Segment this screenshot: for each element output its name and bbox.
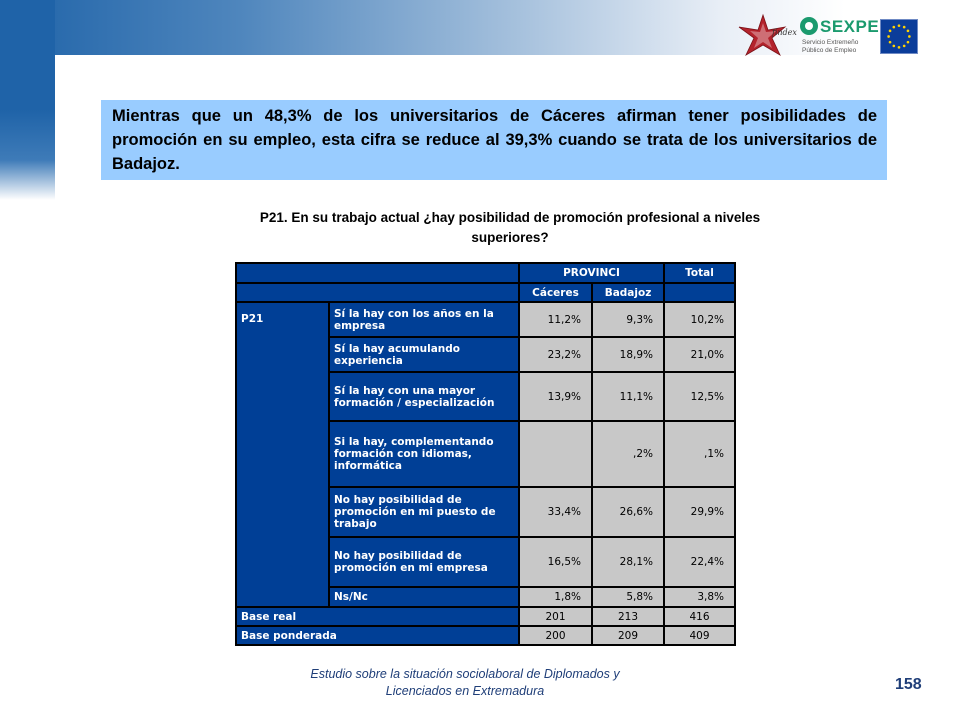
cell-badajoz: 9,3% bbox=[592, 302, 664, 337]
table-row-base-ponderada bbox=[236, 626, 735, 645]
row-label: Sí la hay con una mayor formación / especialización bbox=[329, 372, 519, 421]
row-variable-label: P21 bbox=[236, 302, 329, 607]
sexpe-mark-icon bbox=[800, 17, 818, 35]
header-total: Total bbox=[664, 263, 735, 283]
page-number: 158 bbox=[895, 676, 922, 693]
footer-line-2: Licenciados en Extremadura bbox=[385, 684, 545, 698]
row-label: Base ponderada bbox=[236, 626, 519, 645]
table-header-row-1 bbox=[236, 263, 735, 283]
row-label: Si la hay, complementando formación con idiomas, informática bbox=[329, 421, 519, 487]
row-label: No hay posibilidad de promoción en mi puesto de trabajo bbox=[329, 487, 519, 537]
cell-caceres: 16,5% bbox=[519, 537, 592, 587]
cell-badajoz: 18,9% bbox=[592, 337, 664, 372]
footer-line-1: Estudio sobre la situación sociolaboral de Diplomados y bbox=[310, 667, 620, 681]
sexpe-logo bbox=[800, 17, 880, 59]
sexpe-subtitle bbox=[802, 39, 882, 55]
table-row bbox=[236, 302, 735, 337]
cell-total: ,1% bbox=[664, 421, 735, 487]
question-title: P21. En su trabajo actual ¿hay posibilidad de promoción profesional a niveles superiores? bbox=[259, 210, 761, 245]
sexpe-subtitle-line-2: Público de Empleo bbox=[802, 47, 857, 54]
header-empty-cell bbox=[236, 283, 519, 302]
row-label: Sí la hay con los años en la empresa bbox=[329, 302, 519, 337]
header-empty-cell bbox=[664, 283, 735, 302]
cell-total: 10,2% bbox=[664, 302, 735, 337]
header-caceres: Cáceres bbox=[519, 283, 592, 302]
row-label: Sí la hay acumulando experiencia bbox=[329, 337, 519, 372]
row-label: Ns/Nc bbox=[329, 587, 519, 607]
cell-badajoz: 209 bbox=[592, 626, 664, 645]
header-provinci: PROVINCI bbox=[519, 263, 664, 283]
results-table bbox=[235, 262, 736, 646]
cell-total: 12,5% bbox=[664, 372, 735, 421]
cell-caceres bbox=[519, 421, 592, 487]
cell-total: 3,8% bbox=[664, 587, 735, 607]
cell-badajoz: 213 bbox=[592, 607, 664, 626]
row-label: No hay posibilidad de promoción en mi empresa bbox=[329, 537, 519, 587]
cell-badajoz: 5,8% bbox=[592, 587, 664, 607]
cell-caceres: 23,2% bbox=[519, 337, 592, 372]
sexpe-subtitle-line-1: Servicio Extremeño bbox=[802, 39, 859, 46]
cell-total: 416 bbox=[664, 607, 735, 626]
eu-flag-icon bbox=[880, 19, 918, 54]
left-gradient-band bbox=[0, 0, 55, 200]
cell-badajoz: ,2% bbox=[592, 421, 664, 487]
cell-caceres: 200 bbox=[519, 626, 592, 645]
header-badajoz: Badajoz bbox=[592, 283, 664, 302]
table-row-base-real bbox=[236, 607, 735, 626]
findex-logo-text: findex bbox=[772, 28, 797, 37]
cell-badajoz: 11,1% bbox=[592, 372, 664, 421]
cell-caceres: 13,9% bbox=[519, 372, 592, 421]
cell-badajoz: 28,1% bbox=[592, 537, 664, 587]
cell-total: 22,4% bbox=[664, 537, 735, 587]
header-empty-cell bbox=[236, 263, 519, 283]
cell-badajoz: 26,6% bbox=[592, 487, 664, 537]
cell-caceres: 33,4% bbox=[519, 487, 592, 537]
sexpe-name: SEXPE bbox=[820, 17, 880, 36]
row-label: Base real bbox=[236, 607, 519, 626]
cell-total: 21,0% bbox=[664, 337, 735, 372]
cell-total: 409 bbox=[664, 626, 735, 645]
cell-caceres: 11,2% bbox=[519, 302, 592, 337]
table-header-row-2 bbox=[236, 283, 735, 302]
cell-total: 29,9% bbox=[664, 487, 735, 537]
footer-caption bbox=[265, 666, 665, 700]
cell-caceres: 1,8% bbox=[519, 587, 592, 607]
cell-caceres: 201 bbox=[519, 607, 592, 626]
headline-box: Mientras que un 48,3% de los universitarios de Cáceres afirman tener posibilidades de promoción en su empleo, esta cifra se reduce al 39,3% cuando se trata de los universitarios de Badajoz. bbox=[101, 100, 887, 180]
